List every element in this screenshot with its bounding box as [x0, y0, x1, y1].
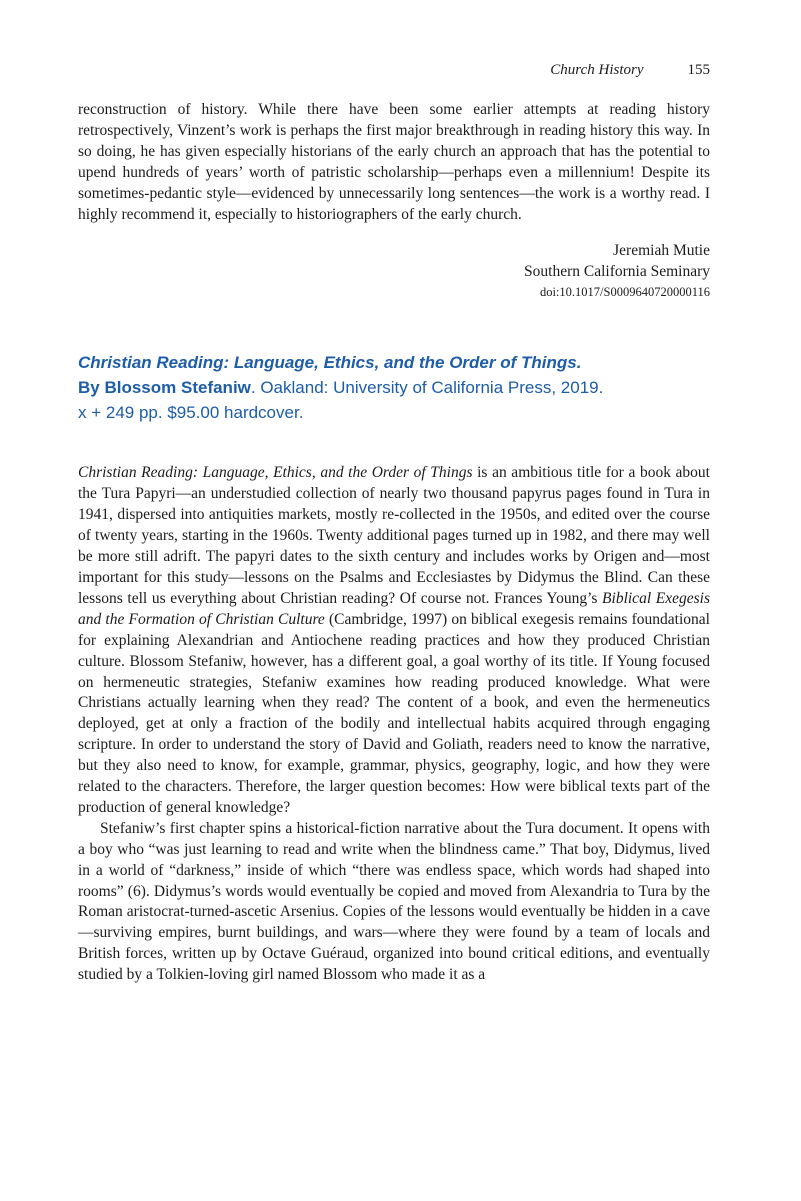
- imprint: . Oakland: University of California Press, 2019.: [250, 378, 604, 398]
- reviewed-book-title-inline: Christian Reading: Language, Ethics, and the Order of Things: [78, 464, 473, 482]
- paragraph-1-text-a: is an ambitious title for a book about the Tura Papyri—an understudied collection of nearly two thousand papyrus pages found in Tura in 1941, dispersed into antiquities markets, mostly re-collected in the 1950s, and edited over the course of twenty years, starting in the 1960s. Twenty additional pages turned up in 1982, and there may well be more still adrift. The papyri dates to the sixth century and includes works by Origen and—most important for this study—lessons on the Psalms and Ecclesiastes by Didymus the Blind. Can these lessons tell us everything about Christian reading? Of course not. Frances Young’s: [78, 464, 710, 607]
- review-paragraph-1: [78, 463, 710, 818]
- cited-book-title-inline: Biblical Exegesis and the Formation of Christian Culture: [78, 589, 710, 628]
- signature-block: [78, 240, 710, 301]
- review-paragraph-2: Stefaniw’s first chapter spins a historical-fiction narrative about the Tura document. It opens with a boy who “was just learning to read and write when the blindness came.” That boy, Didymus, lived in a world of “darkness,” inside of which “there was endless space, which words had shaped into rooms” (6). Didymus’s words would eventually be copied and moved from Alexandria to Tura by the Roman aristocrat-turned-ascetic Arsenius. Copies of the lessons would eventually be hidden in a cave—surviving empires, burnt buildings, and wars—where they were found by a team of locals and British forces, written up by Octave Guéraud, organized into bound critical editions, and eventually studied by a Tolkien-loving girl named Blossom who made it as a: [78, 819, 710, 984]
- paragraph-1-text-b: (Cambridge, 1997) on biblical exegesis remains foundational for explaining Alexandrian and Antiochene reading practices and how they produced Christian culture. Blossom Stefaniw, however, has a different goal, a goal worthy of its title. If Young focused on hermeneutic strategies, Stefaniw examines how reading produced knowledge. What were Christians actually learning when they read? The content of a book, and even the hermeneutics deployed, get at only a fraction of the bodily and intellectual habits acquired through engaging scripture. In order to understand the story of David and Goliath, readers need to know the narrative, but they also need to know, for example, grammar, physics, geography, logic, and how they were related to the characters. Therefore, the larger question becomes: How were biblical texts part of the production of general knowledge?: [78, 610, 710, 816]
- running-header: [78, 62, 710, 79]
- doi-line: doi:10.1017/S0009640720000116: [539, 285, 710, 300]
- reviewer-affiliation: Southern California Seminary: [524, 263, 710, 281]
- reviewer-name: Jeremiah Mutie: [613, 242, 710, 260]
- review-previous-end: [78, 100, 710, 301]
- journal-title: Church History: [550, 62, 644, 78]
- byline-prefix: By: [78, 378, 105, 398]
- book-title: Christian Reading: Language, Ethics, and the Order of Things.: [78, 353, 582, 373]
- collation-price: x + 249 pp. $95.00 hardcover.: [78, 403, 304, 423]
- book-author: Blossom Stefaniw: [104, 378, 251, 398]
- review-current: [78, 350, 710, 986]
- page-number: 155: [687, 62, 710, 78]
- book-review-heading: [78, 350, 710, 425]
- review-body-paragraph: reconstruction of history. While there have been some earlier attempts at reading history retrospectively, Vinzent’s work is perhaps the first major breakthrough in reading history this way. In so doing, he has given especially historians of the early church an approach that has the potential to upend hundreds of years’ worth of patristic scholarship—perhaps even a millennium! Despite its sometimes-pedantic style—evidenced by unnecessarily long sentences—the work is a worthy read. I highly recommend it, especially to historiographers of the early church.: [78, 101, 710, 223]
